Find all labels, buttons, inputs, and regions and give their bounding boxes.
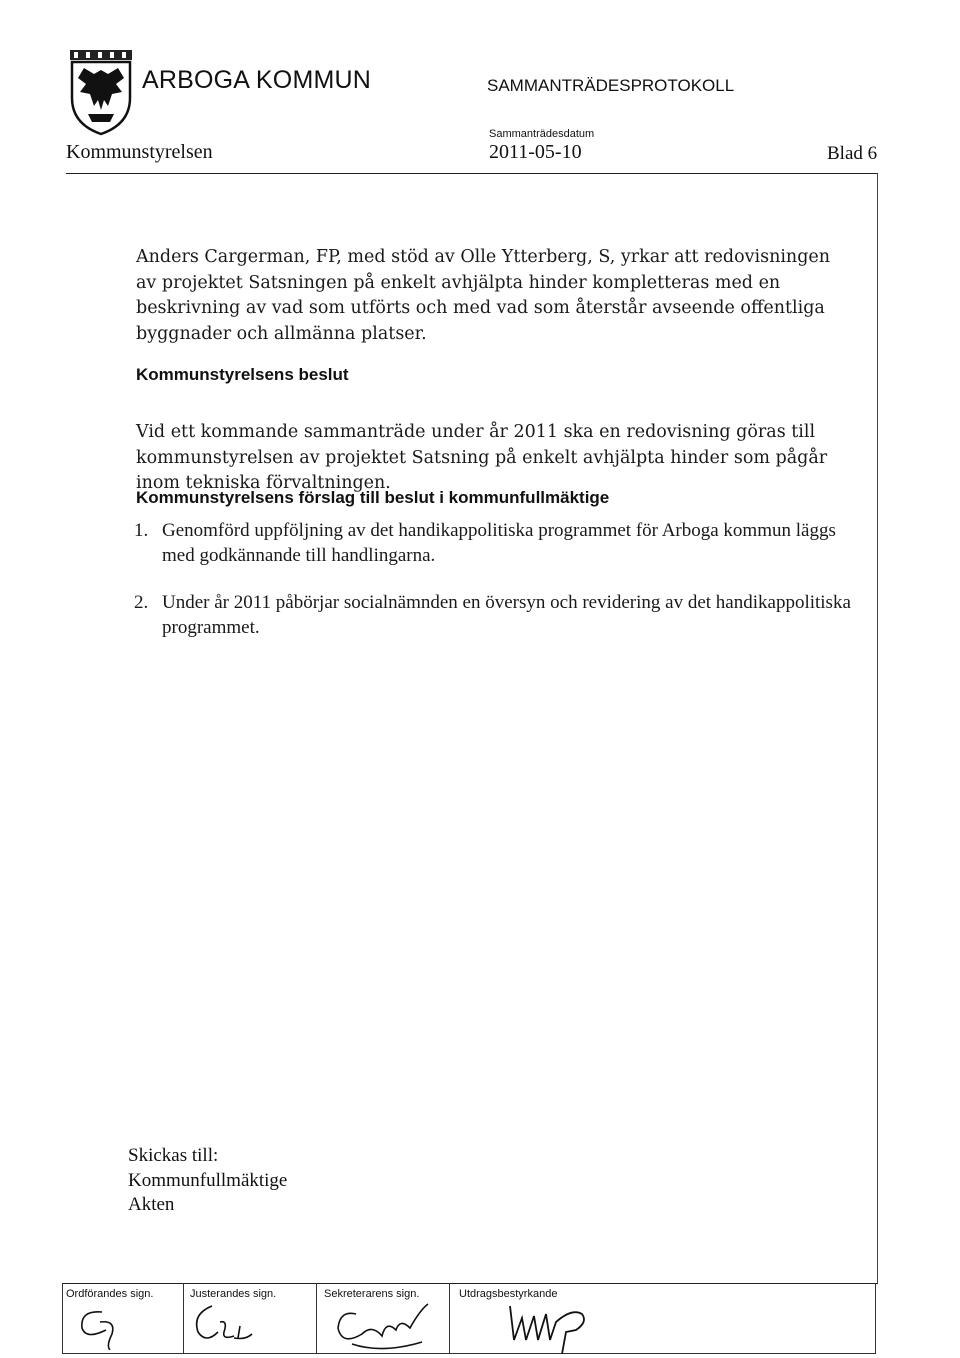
adjuster-signature-label: Justerandes sign. [190,1288,277,1300]
margin-rule [877,173,878,1283]
proposal-number: 2. [134,592,149,613]
certification-label: Utdragsbestyrkande [459,1288,558,1300]
adjuster-signature [188,1300,298,1350]
chair-signature [72,1300,152,1350]
coat-of-arms-icon [66,48,136,136]
secretary-signature [312,1300,452,1358]
proposal-number: 1. [134,520,149,541]
document-type: SAMMANTRÄDESPROTOKOLL [487,76,735,95]
signature-divider [183,1283,184,1353]
secretary-signature-label: Sekreterarens sign. [324,1288,420,1300]
date-label: Sammanträdesdatum [489,128,595,140]
intro-paragraph: Anders Cargerman, FP, med stöd av Olle Ytterberg, S, yrkar att redovisningen av projektet Satsningen på enkelt avhjälpta hinder kompletteras med en beskrivning av vad som utförts och med vad som återstår avseende offentliga byggnader och allmänna platser. [136,247,831,344]
proposal-text: Under år 2011 påbörjar socialnämnden en översyn och revidering av det handikappolitiska programmet. [162,592,851,638]
page-number: Blad 6 [827,143,878,164]
header-divider [66,173,878,174]
organization-name: ARBOGA KOMMUN [142,66,372,94]
proposal-heading: Kommunstyrelsens förslag till beslut i kommunfullmäktige [136,488,610,507]
send-to-label: Skickas till: [128,1145,219,1166]
certification-signature [496,1300,626,1356]
decision-paragraph: Vid ett kommande sammanträde under år 2011 ska en redovisning göras till kommunstyrelsen av projektet Satsning på enkelt avhjälpta hinder som pågår inom tekniska förvaltningen. [136,422,828,493]
decision-heading: Kommunstyrelsens beslut [136,365,349,384]
proposal-text: Genomförd uppföljning av det handikappolitiska programmet för Arboga kommun läggs med godkännande till handlingarna. [162,520,836,566]
distribution-list [128,1144,287,1218]
committee-name: Kommunstyrelsen [66,141,213,163]
meeting-date: 2011-05-10 [489,141,582,163]
chair-signature-label: Ordförandes sign. [66,1288,154,1300]
recipient: Kommunfullmäktige [128,1169,288,1191]
recipient: Akten [128,1194,175,1215]
